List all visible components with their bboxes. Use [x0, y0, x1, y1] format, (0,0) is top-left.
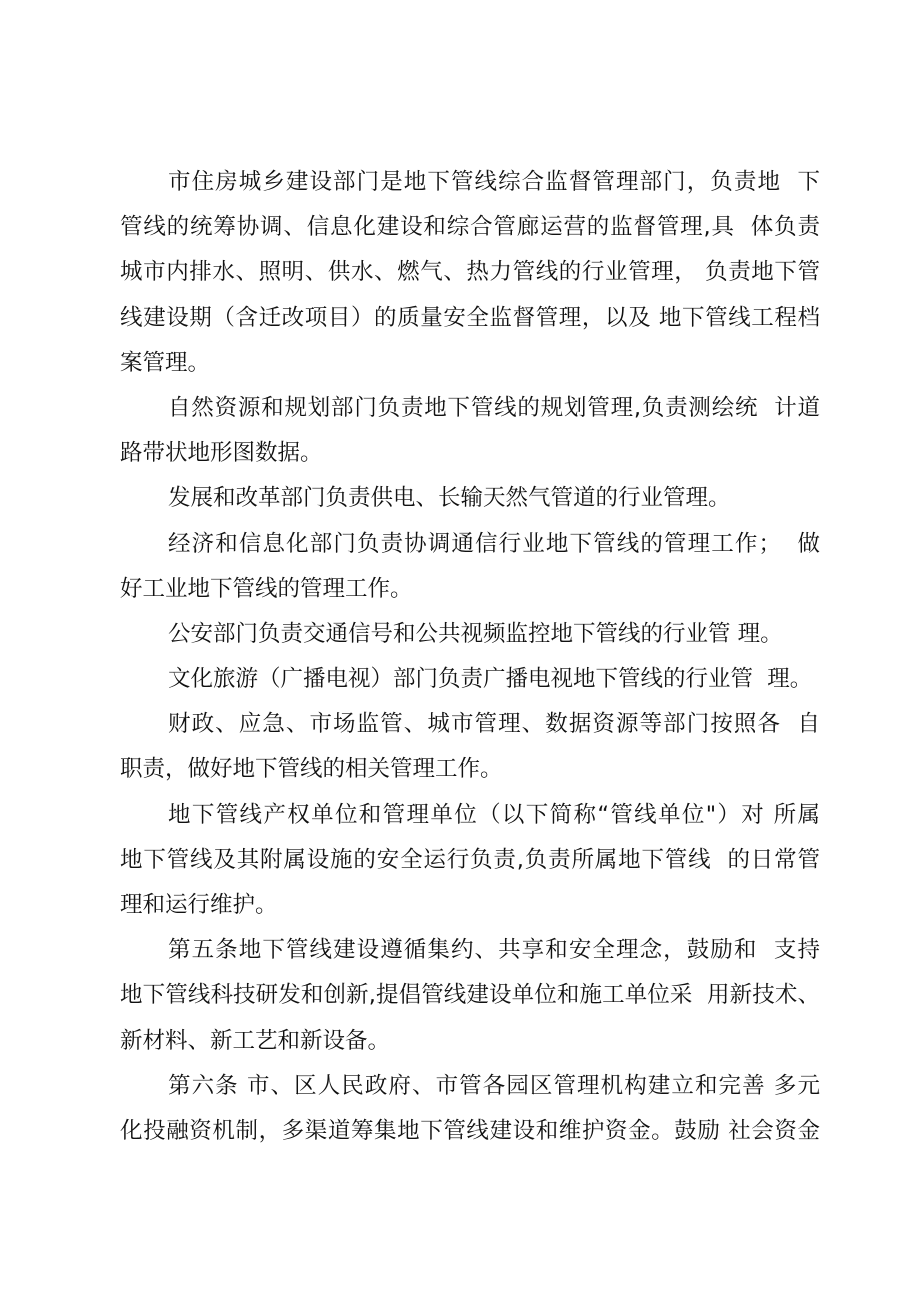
text-line: 经济和信息化部门负责协调通信行业地下管线的管理工作； 做 — [168, 530, 820, 557]
text-line: 案管理。 — [120, 349, 211, 376]
text-line: 理和运行维护。 — [120, 892, 278, 918]
text-line: 路带状地形图数据。 — [120, 440, 323, 467]
paragraph-natural-resources-dept — [120, 386, 820, 476]
text-line: 文化旅游（广播电视）部门负责广播电视地下管线的行业管 理。 — [168, 666, 813, 693]
text-line: 发展和改革部门负责供电、长输天然气管道的行业管理。 — [168, 485, 731, 512]
paragraph-pipeline-units — [120, 793, 820, 929]
text-line: 自然资源和规划部门负责地下管线的规划管理,负责测绘统 计道 — [168, 394, 820, 421]
paragraph-article-six — [120, 1064, 820, 1154]
text-line: 地下管线科技研发和创新,提倡管线建设单位和施工单位采 用新技术、 — [120, 982, 820, 1009]
text-line: 地下管线产权单位和管理单位（以下简称“管线单位"）对 所属 — [168, 801, 820, 828]
paragraph-economy-information-dept — [120, 522, 820, 612]
paragraph-development-reform-dept — [120, 476, 820, 521]
text-line: 财政、应急、市场监管、城市管理、数据资源等部门按照各 自 — [168, 711, 820, 738]
paragraph-culture-tourism-dept — [120, 657, 820, 702]
text-line: 城市内排水、照明、供水、燃气、热力管线的行业管理， 负责地下管 — [120, 259, 820, 286]
text-line: 好工业地下管线的管理工作。 — [120, 575, 413, 602]
text-line: 第六条 市、区人民政府、市管各园区管理机构建立和完善 多元 — [168, 1072, 820, 1099]
paragraph-finance-other-depts — [120, 702, 820, 792]
paragraph-public-security-dept — [120, 612, 820, 657]
text-line: 地下管线及其附属设施的安全运行负责,负责所属地下管线 的日常管 — [120, 846, 820, 873]
text-line: 市住房城乡建设部门是地下管线综合监督管理部门，负责地 下 — [168, 169, 820, 195]
text-line: 管线的统筹协调、信息化建设和综合管廊运营的监督管理,具 体负责 — [120, 214, 820, 241]
text-line: 公安部门负责交通信号和公共视频监控地下管线的行业管 理。 — [168, 620, 783, 647]
text-line: 化投融资机制，多渠道筹集地下管线建设和维护资金。鼓励 社会资金 — [120, 1117, 820, 1144]
text-line: 线建设期（含迁改项目）的质量安全监督管理，以及 地下管线工程档 — [120, 304, 820, 331]
paragraph-article-five — [120, 928, 820, 1064]
text-line: 职责，做好地下管线的相关管理工作。 — [120, 756, 503, 783]
paragraph-housing-construction-dept — [120, 160, 820, 386]
text-line: 第五条地下管线建设遵循集约、共享和安全理念，鼓励和 支持 — [168, 937, 820, 964]
document-body — [120, 160, 820, 1154]
text-line: 新材料、新工艺和新设备。 — [120, 1027, 391, 1054]
